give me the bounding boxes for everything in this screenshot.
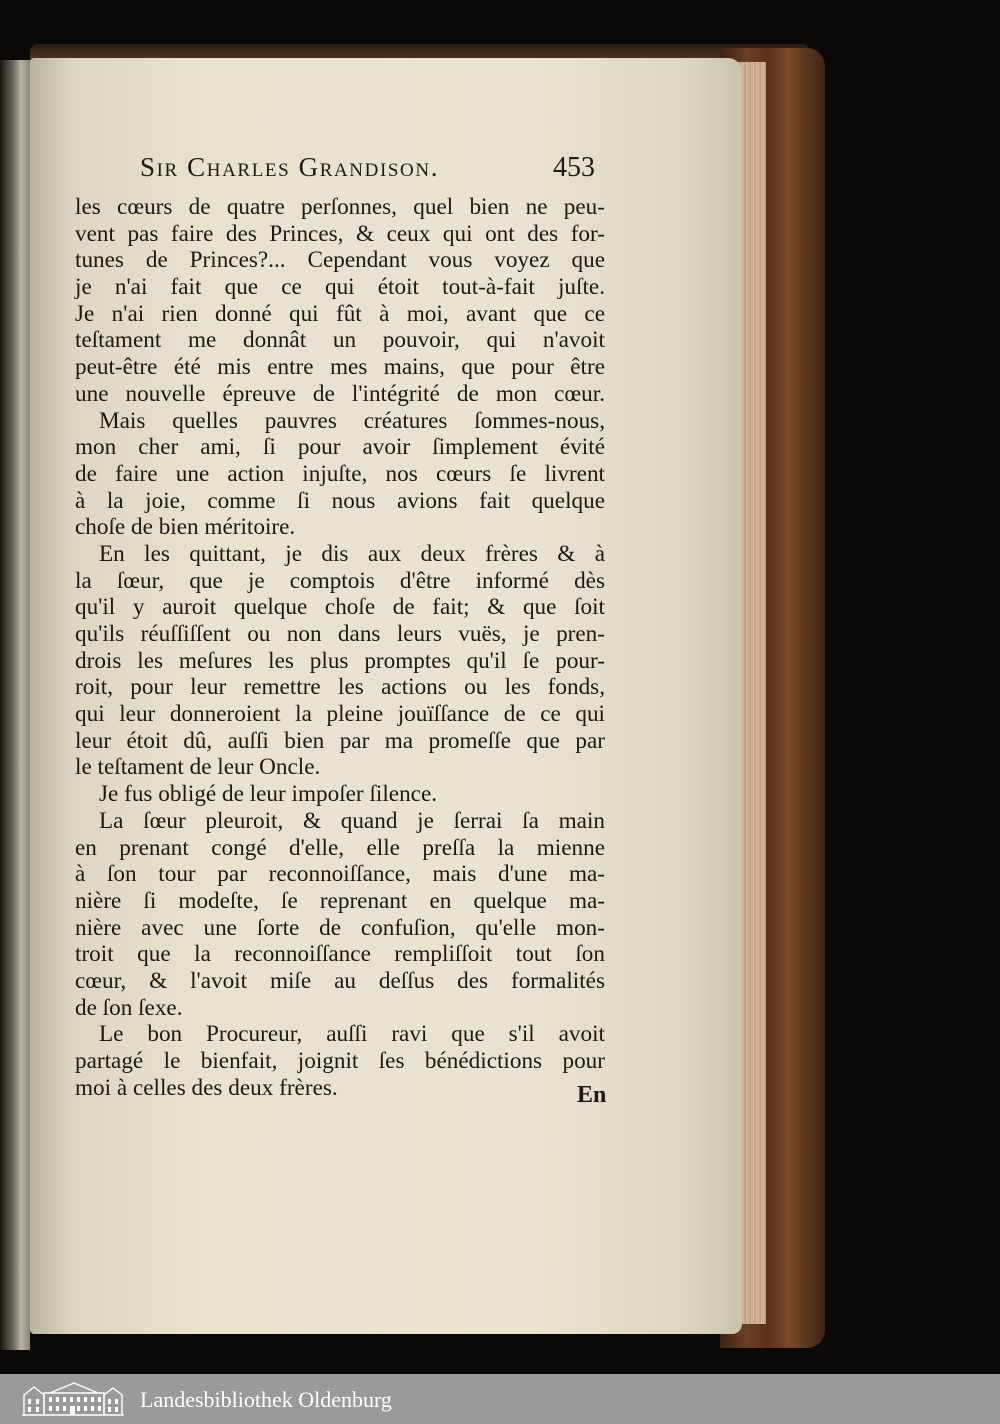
paragraph-start-line: Le bon Procureur, auſſi ravi que s'il avoit <box>99 1021 605 1048</box>
catchword: En <box>577 1082 607 1108</box>
text-line: nière ſi modeſte, ſe reprenant en quelque ma- <box>75 887 605 914</box>
paragraph-start-line: En les quittant, je dis aux deux frères & à <box>99 540 605 567</box>
text-line: tunes de Princes?... Cependant vous voyez que <box>75 247 605 274</box>
library-name: Landesbibliothek Oldenburg <box>140 1387 392 1412</box>
text-line: drois les meſures les plus promptes qu'il ſe pour- <box>75 647 605 674</box>
text-line: une nouvelle épreuve de l'intégrité de mon cœur. <box>75 380 605 407</box>
library-building-logo <box>20 1381 126 1417</box>
paragraph-start-line: La ſœur pleuroit, & quand je ſerrai ſa main <box>99 807 605 834</box>
text-line: à la joie, comme ſi nous avions fait quelque <box>75 487 605 514</box>
paragraph-line: Je fus obligé de leur impoſer ſilence. <box>99 781 438 808</box>
text-line: à ſon tour par reconnoiſſance, mais d'une ma- <box>75 861 605 888</box>
text-line: peut-être été mis entre mes mains, que pour être <box>75 354 605 381</box>
text-line: leur étoit dû, auſſi bien par ma promeſſe que par <box>75 727 605 754</box>
running-title: Sir Charles Grandison. <box>140 152 440 182</box>
text-line: roit, pour leur remettre les actions ou les fonds, <box>75 674 605 701</box>
text-line: nière avec une ſorte de confuſion, qu'elle mon- <box>75 914 605 941</box>
text-line: qui leur donneroient la pleine jouïſſance de ce qui <box>75 701 605 728</box>
text-line: la ſœur, que je comptois d'être informé dès <box>75 567 605 594</box>
text-line: teſtament me donnât un pouvoir, qui n'avoit <box>75 327 605 354</box>
paragraph-end-line: moi à celles des deux frères. <box>75 1074 338 1101</box>
body-text <box>75 194 605 1101</box>
text-line: en prenant congé d'elle, elle preſſa la mienne <box>75 834 605 861</box>
text-line: mon cher ami, ſi pour avoir ſimplement évité <box>75 434 605 461</box>
paragraph-end-line: de ſon ſexe. <box>75 994 183 1021</box>
text-line: qu'il y auroit quelque choſe de fait; & que ſoit <box>75 594 605 621</box>
page-header <box>140 152 595 192</box>
paragraph-end-line: le teſtament de leur Oncle. <box>75 754 321 781</box>
text-line: cœur, & l'avoit miſe au deſſus des formalités <box>75 967 605 994</box>
paragraph-end-line: choſe de bien méritoire. <box>75 514 296 541</box>
text-line: de faire une action injuſte, nos cœurs ſe livrent <box>75 460 605 487</box>
text-line: Je n'ai rien donné qui fût à moi, avant que ce <box>75 300 605 327</box>
text-line: vent pas faire des Princes, & ceux qui ont des for- <box>75 220 605 247</box>
paragraph-start-line: Mais quelles pauvres créatures ſommes-nous, <box>99 407 605 434</box>
text-line: partagé le bienfait, joignit ſes bénédictions pour <box>75 1048 605 1074</box>
facing-page-edge <box>0 60 30 1350</box>
library-footer-bar <box>0 1374 1000 1424</box>
page-number: 453 <box>553 152 595 183</box>
text-line: je n'ai fait que ce qui étoit tout-à-fait juſte. <box>75 274 605 301</box>
text-line: troit que la reconnoiſſance rempliſſoit tout ſon <box>75 941 605 968</box>
text-line: les cœurs de quatre perſonnes, quel bien ne peu- <box>75 194 605 220</box>
text-line: qu'ils réuſſiſſent ou non dans leurs vuës, je pren- <box>75 621 605 647</box>
